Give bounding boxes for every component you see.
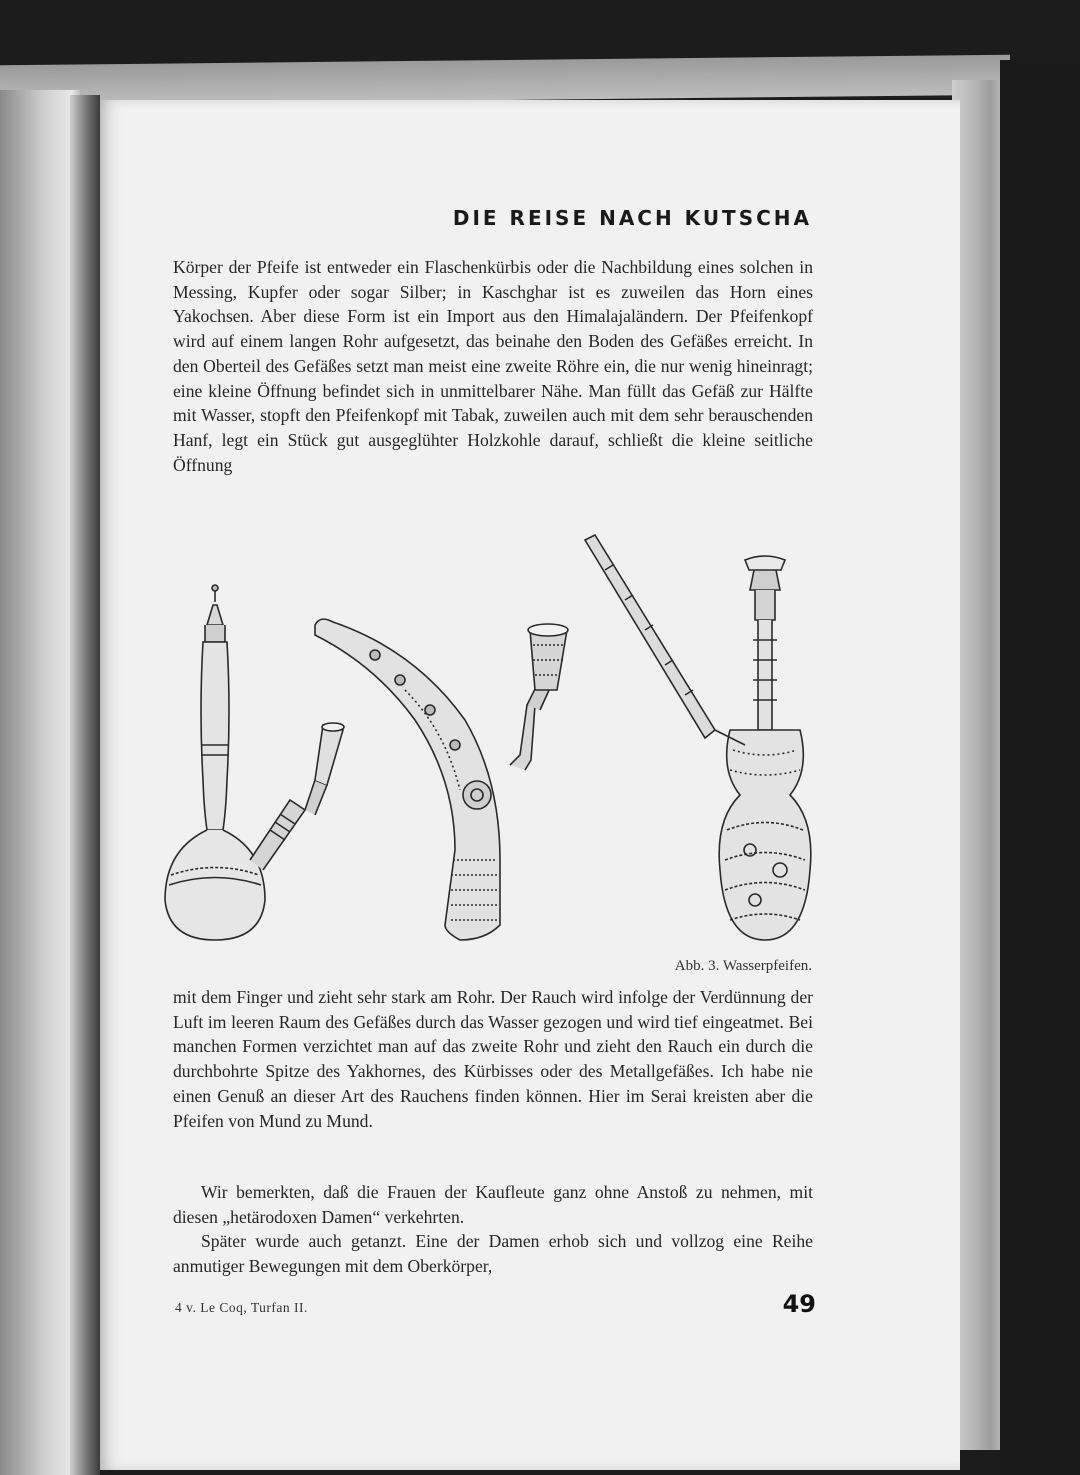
metal-hookah-drawing: [585, 535, 811, 940]
paragraph-4: Später wurde auch getanzt. Eine der Damen erhob sich und vollzog eine Reihe anmutiger Bewegungen mit dem Oberkörper,: [173, 1231, 813, 1276]
paragraph-1: Körper der Pfeife ist entweder ein Flaschenkürbis oder die Nachbildung eines solchen in Messing, Kupfer oder sogar Silber; in Kaschghar ist es zuweilen das Horn eines Yakochsen. Aber diese Form ist ein Import aus den Himalajaländern. Der Pfeifenkopf wird auf einem langen Rohr aufgesetzt, das beinahe den Boden des Gefäßes erreicht. In den Oberteil des Gefäßes setzt man meist eine zweite Röhre ein, die nur wenig hineinragt; eine kleine Öffnung befindet sich in unmittelbarer Nähe. Man füllt das Gefäß zur Hälfte mit Wasser, stopft den Pfeifenkopf mit Tabak, zuweilen auch mit dem sehr berauschenden Hanf, legt ein Stück gut ausgeglühter Holzkohle darauf, schließt die kleine seitliche Öffnung: [173, 257, 813, 475]
yak-horn-water-pipe-drawing: [315, 619, 568, 940]
paragraph-2: mit dem Finger und zieht sehr stark am Rohr. Der Rauch wird infolge der Verdünnung der Luft im leeren Raum des Gefäßes durch das Wasser gezogen und wird tief eingeatmet. Bei manchen Formen verzichtet man auf das zweite Rohr und zieht den Rauch ein durch die durchbohrte Spitze des Yakhornes, des Kürbisses oder des Metallgefäßes. Ich habe nie einen Genuß an dieser Art des Rauchens finden können. Hier im Serai kreisten aber die Pfeifen von Mund zu Mund.: [173, 987, 813, 1131]
signature-mark: 4 v. Le Coq, Turfan II.: [175, 1300, 308, 1315]
figure-caption: Abb. 3. Wasserpfeifen.: [674, 958, 812, 974]
left-page-edge: [0, 90, 80, 1475]
gourd-water-pipe-drawing: [165, 585, 344, 940]
water-pipes-illustration: [155, 530, 825, 950]
background-right: [1000, 60, 1080, 1475]
running-head: DIE REISE NACH KUTSCHA: [452, 206, 812, 230]
page-stack-edge: [952, 80, 1007, 1450]
book-cover-top-edge: [0, 55, 1010, 106]
book-gutter: [70, 95, 100, 1475]
paragraph-3: Wir bemerkten, daß die Frauen der Kaufleute ganz ohne Anstoß zu nehmen, mit diesen „hetärodoxen Damen“ verkehrten.: [173, 1182, 813, 1227]
page-number: 49: [782, 1290, 816, 1318]
